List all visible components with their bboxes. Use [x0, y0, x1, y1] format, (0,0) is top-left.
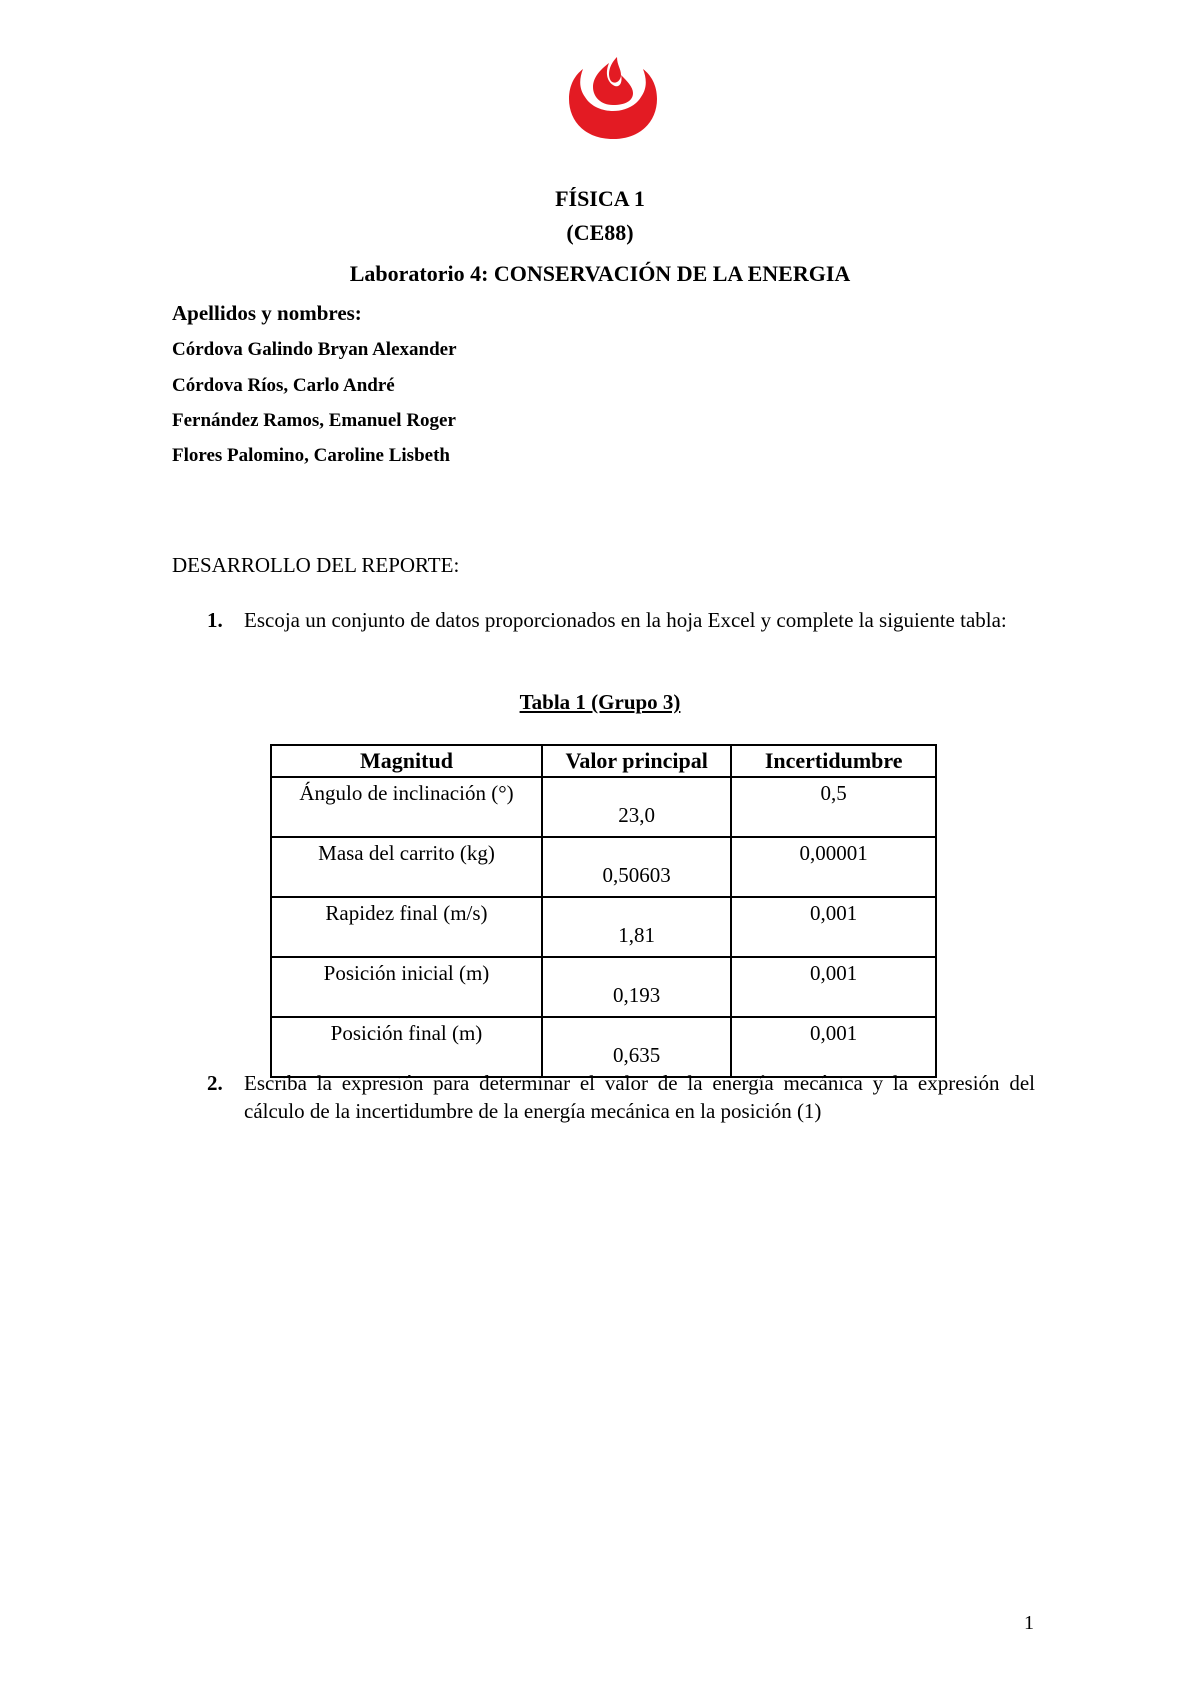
report-item [207, 606, 1035, 634]
table-cell [271, 957, 542, 1017]
column-header: Valor principal [542, 745, 731, 777]
uncertainty-value: 0,001 [810, 961, 858, 985]
lab-title: Laboratorio 4: CONSERVACIÓN DE LA ENERGIA [349, 261, 851, 286]
uncertainty-value: 0,00001 [799, 841, 868, 865]
column-header: Incertidumbre [731, 745, 936, 777]
student-name: Córdova Ríos, Carlo André [172, 375, 395, 396]
main-value: 0,50603 [602, 863, 671, 887]
table-cell [731, 957, 936, 1017]
uncertainty-value: 0,001 [810, 901, 858, 925]
data-table [270, 744, 937, 1078]
main-value: 0,193 [613, 983, 661, 1007]
table-header-row [271, 745, 936, 777]
item-number: 2. [207, 1071, 223, 1095]
table-cell [731, 897, 936, 957]
main-value: 0,635 [613, 1043, 661, 1067]
table-cell [271, 777, 542, 837]
table-cell [271, 1017, 542, 1077]
table-cell [731, 1017, 936, 1077]
table-cell [542, 897, 731, 957]
section-title: DESARROLLO DEL REPORTE: [172, 553, 460, 577]
table-cell [731, 777, 936, 837]
main-value: 1,81 [618, 923, 656, 947]
course-code: (CE88) [566, 220, 634, 245]
table-cell [542, 957, 731, 1017]
table-cell [731, 837, 936, 897]
item-number: 1. [207, 608, 223, 632]
table-cell [271, 837, 542, 897]
table-cell [542, 777, 731, 837]
upc-flame-logo [567, 55, 659, 141]
table-cell [542, 837, 731, 897]
table-cell [542, 1017, 731, 1077]
student-name: Fernández Ramos, Emanuel Roger [172, 410, 456, 431]
students-heading: Apellidos y nombres: [172, 301, 362, 325]
report-item [207, 1069, 1035, 1125]
item-text: Escoja un conjunto de datos proporcionados en la hoja Excel y complete la siguiente tabla: [244, 608, 1007, 632]
table-cell [271, 897, 542, 957]
column-header: Magnitud [271, 745, 542, 777]
table-row [271, 777, 936, 837]
table-caption: Tabla 1 (Grupo 3) [519, 690, 681, 714]
magnitude-label: Masa del carrito (kg) [318, 841, 495, 865]
uncertainty-value: 0,001 [810, 1021, 858, 1045]
course-title: FÍSICA 1 [555, 186, 645, 211]
main-value: 23,0 [618, 803, 656, 827]
magnitude-label: Posición final (m) [330, 1021, 483, 1045]
student-name: Flores Palomino, Caroline Lisbeth [172, 445, 450, 466]
table-row [271, 897, 936, 957]
magnitude-label: Posición inicial (m) [323, 961, 490, 985]
item-text: Escriba la expresión para determinar el valor de la energía mecánica y la expresión del cálculo de la incertidumbre de la energía mecánica en la posición (1) [244, 1071, 1035, 1123]
student-name: Córdova Galindo Bryan Alexander [172, 339, 457, 360]
uncertainty-value: 0,5 [820, 781, 847, 805]
magnitude-label: Ángulo de inclinación (°) [299, 781, 514, 805]
table-row [271, 837, 936, 897]
table-row [271, 957, 936, 1017]
magnitude-label: Rapidez final (m/s) [325, 901, 488, 925]
page-number: 1 [1024, 1612, 1034, 1634]
table-row [271, 1017, 936, 1077]
